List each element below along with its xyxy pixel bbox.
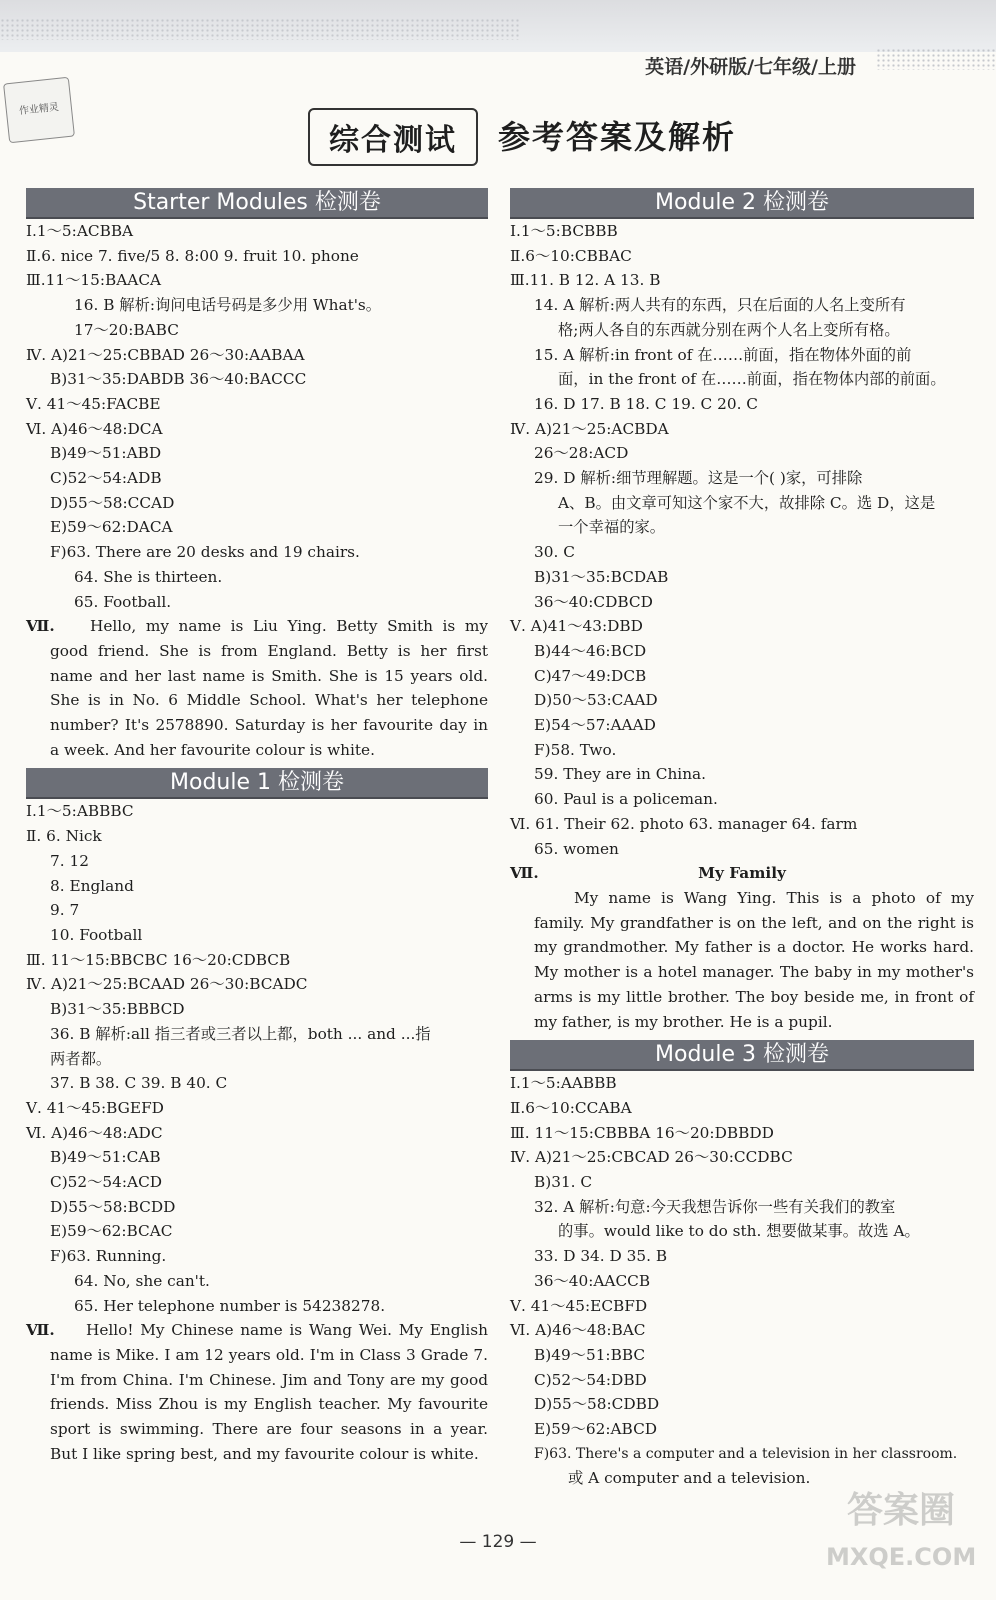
answer-line: Ⅴ. A)41～43:DBD (510, 617, 643, 636)
answer-line: D)55～58:BCDD (50, 1197, 176, 1216)
answer-line: 两者都。 (50, 1049, 112, 1068)
answer-line: Ⅴ. 41～45:ECBFD (510, 1296, 648, 1315)
answer-line: Ⅲ. 11～15:CBBBA 16～20:DBBDD (510, 1123, 774, 1142)
answer-line: Ⅰ.1～5:BCBBB (510, 222, 618, 240)
answer-line: 65. Her telephone number is 54238278. (74, 1296, 386, 1315)
essay-text: Hello! My Chinese name is Wang Wei. My English name is Mike. I am 12 years old. I'm in Class 3 Grade 7. I'm from China. I'm Chinese. Jim and Tony are my good friends. Miss Zhou is my English teacher. My favourite sport is swimming. There are four seasons in a year. But I like spring best, and my favourite colour is white. (50, 1321, 488, 1463)
answer-line: B)49～51:CAB (50, 1148, 161, 1167)
answer-line: F)63. Running. (50, 1247, 167, 1266)
answer-line: 格;两人各自的东西就分别在两个人名上变所有格。 (558, 320, 900, 339)
answer-line: E)59～62:DACA (50, 518, 173, 537)
answer-line: 65. Football. (74, 592, 172, 611)
essay-label: Ⅶ. (26, 1321, 55, 1340)
answer-line: 15. A 解析:in front of 在……前面，指在物体外面的前 (534, 345, 912, 364)
answer-line: 64. No, she can't. (74, 1271, 210, 1290)
module-2-answers (510, 219, 974, 1034)
answer-line: Ⅳ. A)21～25:CBBAD 26～30:AABAA (26, 345, 305, 364)
answer-line: B)31～35:BBBCD (50, 1000, 185, 1019)
answer-line: 7. 12 (50, 851, 89, 870)
answer-line: Ⅰ.1～5:AABBB (510, 1074, 617, 1093)
answer-line: 65. women (534, 839, 619, 858)
right-column (510, 186, 974, 1491)
answer-line: 26～28:ACD (534, 444, 629, 463)
answer-line: 16. B 解析:询问电话号码是多少用 What's。 (74, 296, 382, 315)
answer-line: 33. D 34. D 35. B (534, 1247, 668, 1266)
essay-block (510, 861, 974, 1034)
answer-line: 8. England (50, 876, 134, 895)
answer-line: 64. She is thirteen. (74, 567, 223, 586)
answer-line: E)59～62:ABCD (534, 1420, 658, 1439)
answer-line: Ⅵ. 61. Their 62. photo 63. manager 64. farm (510, 814, 858, 833)
answer-line: B)49～51:ABD (50, 444, 162, 463)
answer-line: Ⅱ.6～10:CCABA (510, 1098, 632, 1117)
answer-line: Ⅴ. 41～45:BGEFD (26, 1098, 164, 1117)
module-3-answers (510, 1071, 974, 1491)
answer-line: 59. They are in China. (534, 765, 707, 784)
answer-line: 16. D 17. B 18. C 19. C 20. C (534, 394, 759, 413)
essay-text: Hello, my name is Liu Ying. Betty Smith is my good friend. She is from England. Betty is her first name and her last name is Smith. She is 15 years old. She is in No. 6 Middle School. What's her telephone number? It's 2578890. Saturday is her favourite day in a week. And her favourite colour is white. (50, 617, 488, 759)
answer-line: 或 A computer and a television. (568, 1469, 811, 1488)
essay-block (26, 614, 488, 762)
answer-line: Ⅲ.11～15:BAACA (26, 271, 162, 290)
answer-line: Ⅳ. A)21～25:CBCAD 26～30:CCDBC (510, 1148, 793, 1167)
section-header-starter: Starter Modules 检测卷 (26, 188, 488, 219)
watermark-url: MXQE.COM (826, 1543, 977, 1571)
answer-line: D)55～58:CDBD (534, 1395, 660, 1414)
watermark-logo: 答案圈 (846, 1490, 955, 1531)
answer-line: C)52～54:ADB (50, 469, 162, 488)
page-number: — 129 — (459, 1532, 537, 1552)
answer-line: A、B。由文章可知这个家不大，故排除 C。选 D，这是 (558, 493, 936, 512)
answer-line: F)58. Two. (534, 740, 617, 759)
answer-line: B)31～35:BCDAB (534, 567, 669, 586)
answer-line: C)47～49:DCB (534, 666, 647, 685)
header-subject-label: 英语/外研版/七年级/上册 (645, 56, 856, 78)
answer-line: B)31. C (534, 1173, 593, 1192)
answer-line: E)54～57:AAAD (534, 716, 656, 735)
answer-line: 17～20:BABC (74, 320, 179, 339)
answer-line: 面，in the front of 在……前面，指在物体内部的前面。 (558, 370, 946, 389)
answer-line: Ⅱ. 6. Nick (26, 827, 102, 846)
essay-label: Ⅶ. (26, 617, 55, 636)
answer-line: Ⅱ.6. nice 7. five/5 8. 8:00 9. fruit 10. phone (26, 246, 359, 265)
answer-line: E)59～62:BCAC (50, 1222, 173, 1241)
answer-line: Ⅰ.1～5:ACBBA (26, 222, 134, 240)
answer-line: B)31～35:DABDB 36～40:BACCC (50, 370, 307, 389)
section-header-module-1: Module 1 检测卷 (26, 768, 488, 799)
answer-line: C)52～54:DBD (534, 1370, 647, 1389)
answer-line: 14. A 解析:两人共有的东西，只在后面的人名上变所有 (534, 296, 906, 315)
answer-line: 36～40:AACCB (534, 1271, 651, 1290)
answer-line: D)55～58:CCAD (50, 493, 175, 512)
answer-line: B)44～46:BCD (534, 641, 647, 660)
answer-line: 32. A 解析:句意:今天我想告诉你一些有关我们的教室 (534, 1197, 896, 1216)
answer-line: Ⅱ.6～10:CBBAC (510, 246, 632, 265)
answer-line: Ⅳ. A)21～25:ACBDA (510, 419, 669, 438)
answer-line: 29. D 解析:细节理解题。这是一个( )家，可排除 (534, 469, 863, 488)
title-box: 综合测试 (308, 108, 478, 166)
dot-pattern (0, 18, 520, 40)
answer-line: 30. C (534, 543, 575, 562)
module-1-answers (26, 799, 488, 1466)
answer-line: 36～40:CDBCD (534, 592, 653, 611)
answer-line: 9. 7 (50, 901, 80, 920)
answer-line: 10. Football (50, 925, 143, 944)
section-header-module-2: Module 2 检测卷 (510, 188, 974, 219)
answer-line: 60. Paul is a policeman. (534, 790, 718, 809)
answer-line: Ⅳ. A)21～25:BCAAD 26～30:BCADC (26, 975, 308, 994)
answer-line: 36. B 解析:all 指三者或三者以上都，both ... and ...指 (50, 1024, 431, 1043)
answer-line: Ⅵ. A)46～48:ADC (26, 1123, 163, 1142)
watermark (826, 1488, 976, 1588)
section-header-module-3: Module 3 检测卷 (510, 1040, 974, 1071)
left-column (26, 186, 488, 1466)
answer-line: 一个幸福的家。 (558, 518, 666, 537)
answer-line: 的事。would like to do sth. 想要做某事。故选 A。 (558, 1222, 920, 1241)
dot-pattern-right (876, 48, 996, 70)
essay-text: My name is Wang Ying. This is a photo of my family. My grandfather is on the left, and on the right is my grandmother. My father is a doctor. He works hard. My mother is a hotel manager. The baby in my mother's arms is my little brother. The boy beside me, in front of my father, is my brother. He is a pupil. (534, 888, 974, 1031)
answer-line: F)63. There are 20 desks and 19 chairs. (50, 543, 360, 562)
essay-title: My Family (698, 864, 786, 883)
answer-line: D)50～53:CAAD (534, 691, 658, 710)
page-title: 参考答案及解析 (498, 118, 737, 156)
answer-line: Ⅵ. A)46～48:BAC (510, 1321, 646, 1340)
answer-line: 37. B 38. C 39. B 40. C (50, 1074, 228, 1093)
answer-line: Ⅰ.1～5:ABBBC (26, 802, 134, 821)
answer-line: Ⅲ. 11～15:BBCBC 16～20:CDBCB (26, 950, 291, 969)
answer-line: Ⅵ. A)46～48:DCA (26, 419, 163, 438)
answer-line: Ⅴ. 41～45:FACBE (26, 394, 161, 413)
essay-block (26, 1318, 488, 1466)
answer-line: Ⅲ.11. B 12. A 13. B (510, 271, 661, 290)
answer-line: C)52～54:ACD (50, 1173, 163, 1192)
answer-line: B)49～51:BBC (534, 1345, 646, 1364)
answer-line: F)63. There's a computer and a television in her classroom. (534, 1445, 958, 1462)
logo-icon: 作业精灵 (3, 77, 75, 144)
essay-label: Ⅶ. (510, 864, 539, 883)
starter-answers (26, 219, 488, 762)
